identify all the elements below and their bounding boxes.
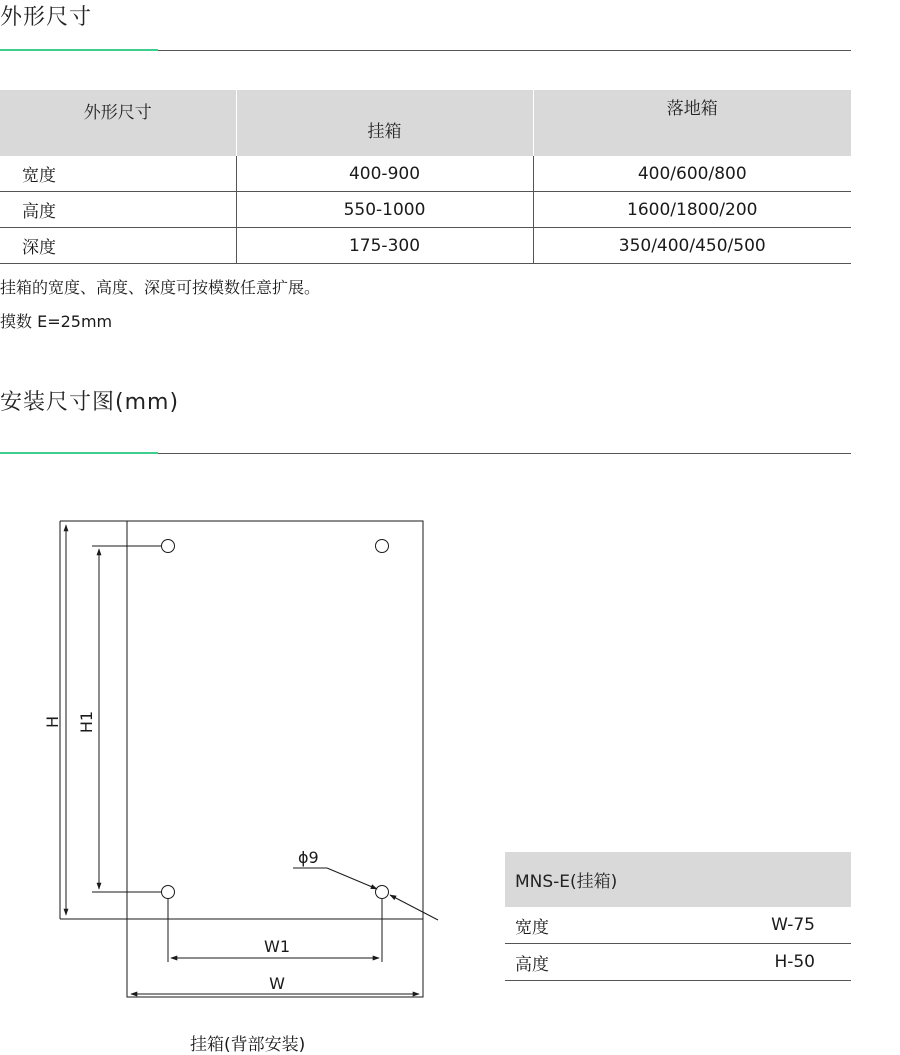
w-label: W bbox=[269, 974, 285, 993]
table-row bbox=[505, 944, 851, 981]
section-accent-bar bbox=[0, 49, 158, 51]
h1-label: H1 bbox=[77, 710, 96, 734]
h-label: H bbox=[43, 715, 62, 729]
table-cell: 宽度 bbox=[505, 907, 628, 944]
mns-table-title: MNS-E(挂箱) bbox=[505, 852, 851, 907]
table-cell: 400-900 bbox=[236, 156, 533, 192]
table-cell: 宽度 bbox=[0, 156, 236, 192]
table-cell: 1600/1800/200 bbox=[533, 192, 851, 228]
mounting-hole bbox=[162, 540, 175, 553]
table-row bbox=[0, 156, 851, 192]
table-header-cell: 挂箱 bbox=[236, 90, 533, 156]
dimensions-table bbox=[0, 90, 851, 264]
section-title-dimensions: 外形尺寸 bbox=[0, 5, 93, 30]
w1-label: W1 bbox=[264, 937, 290, 956]
table-header-cell: 落地箱 bbox=[533, 90, 851, 156]
table-header-row bbox=[505, 852, 851, 907]
table-cell: 深度 bbox=[0, 228, 236, 264]
table-cell: 350/400/450/500 bbox=[533, 228, 851, 264]
table-row bbox=[0, 228, 851, 264]
table-cell: 高度 bbox=[0, 192, 236, 228]
table-cell: 400/600/800 bbox=[533, 156, 851, 192]
hole-diameter-label: ϕ9 bbox=[298, 848, 319, 867]
note-module: 摸数 E=25mm bbox=[0, 312, 113, 331]
table-row bbox=[0, 192, 851, 228]
mounting-hole bbox=[376, 540, 389, 553]
table-header-cell: 外形尺寸 bbox=[0, 90, 236, 156]
table-cell: W-75 bbox=[628, 907, 851, 944]
section-title-installation: 安装尺寸图(mm) bbox=[0, 390, 180, 415]
mounting-hole bbox=[376, 886, 389, 899]
mns-e-table bbox=[505, 852, 851, 981]
cabinet-outline bbox=[127, 521, 423, 997]
drawing-caption: 挂箱(背部安装) bbox=[190, 1035, 306, 1055]
table-cell: 175-300 bbox=[236, 228, 533, 264]
table-cell: 550-1000 bbox=[236, 192, 533, 228]
table-header-row bbox=[0, 90, 851, 156]
table-cell: 高度 bbox=[505, 944, 628, 981]
note-expansion: 挂箱的宽度、高度、深度可按模数任意扩展。 bbox=[0, 278, 321, 297]
section-accent-bar bbox=[0, 452, 158, 454]
installation-drawing bbox=[0, 500, 460, 1010]
table-row bbox=[505, 907, 851, 944]
mounting-hole bbox=[162, 886, 175, 899]
table-cell: H-50 bbox=[628, 944, 851, 981]
